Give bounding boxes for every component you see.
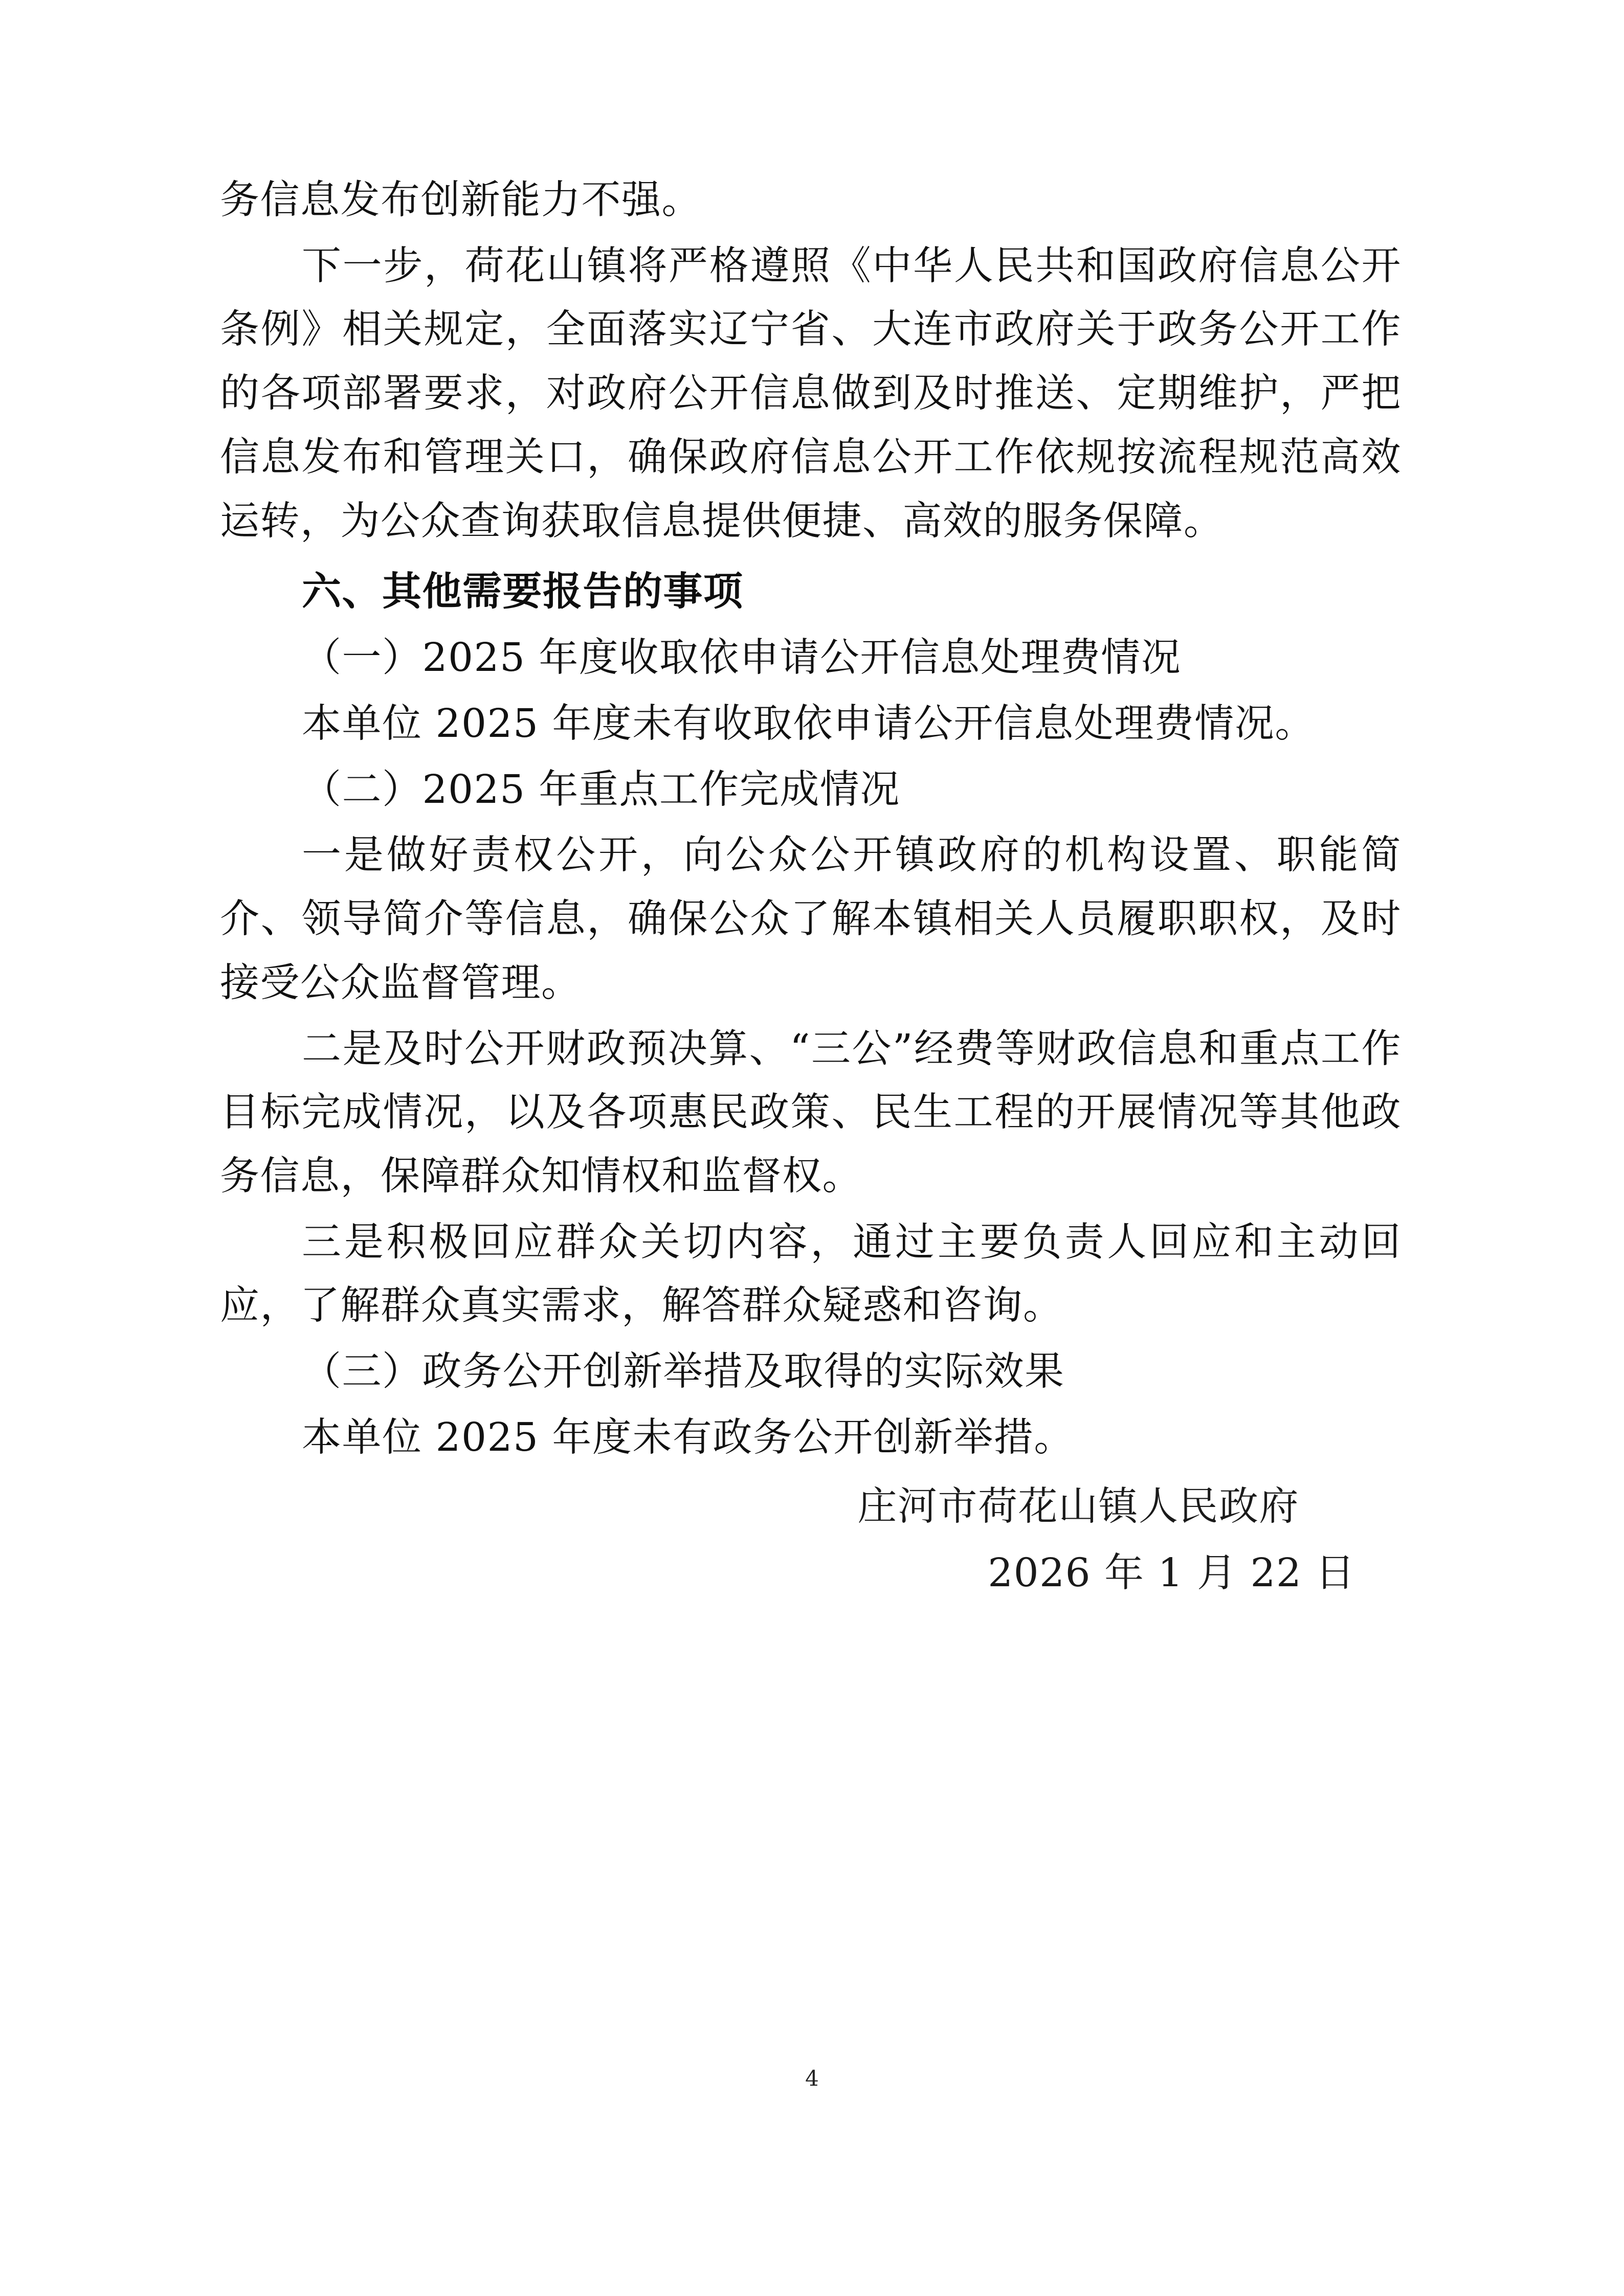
subsection-one-body: 本单位 2025 年度未有收取依申请公开信息处理费情况。 (302, 701, 1315, 747)
page-number: 4 (805, 2066, 819, 2091)
subsection-two-point-two: 二是及时公开财政预决算、“三公”经费等财政信息和重点工作目标完成情况，以及各项惠民政策、民生工程的开展情况等其他政务信息，保障群众知情权和监督权。 (220, 1026, 1401, 1200)
document-body (220, 169, 1401, 1606)
subsection-three-title: （三）政务公开创新举措及取得的实际效果 (302, 1349, 1065, 1395)
subsection-two-point-three: 三是积极回应群众关切内容，通过主要负责人回应和主动回应，了解群众真实需求，解答群众疑惑和咨询。 (220, 1219, 1401, 1329)
paragraph-continued: 务信息发布创新能力不强。 (220, 177, 702, 223)
signature-organization: 庄河市荷花山镇人民政府 (857, 1483, 1299, 1529)
subsection-three-body: 本单位 2025 年度未有政务公开创新举措。 (302, 1414, 1074, 1460)
paragraph-next-step: 下一步，荷花山镇将严格遵照《中华人民共和国政府信息公开条例》相关规定，全面落实辽宁省、大连市政府关于政务公开工作的各项部署要求，对政府公开信息做到及时推送、定期维护，严把信息发布和管理关口，确保政府信息公开工作依规按流程规范高效运转，为公众查询获取信息提供便捷、高效的服务保障。 (220, 243, 1401, 544)
subsection-two-title: （二）2025 年重点工作完成情况 (302, 767, 900, 813)
subsection-two-point-one: 一是做好责权公开，向公众公开镇政府的机构设置、职能简介、领导简介等信息，确保公众了解本镇相关人员履职职权，及时接受公众监督管理。 (220, 832, 1401, 1006)
signature-date: 2026 年 1 月 22 日 (988, 1550, 1355, 1596)
subsection-one-title: （一）2025 年度收取依申请公开信息处理费情况 (302, 635, 1182, 681)
section-heading-six: 六、其他需要报告的事项 (302, 569, 744, 615)
